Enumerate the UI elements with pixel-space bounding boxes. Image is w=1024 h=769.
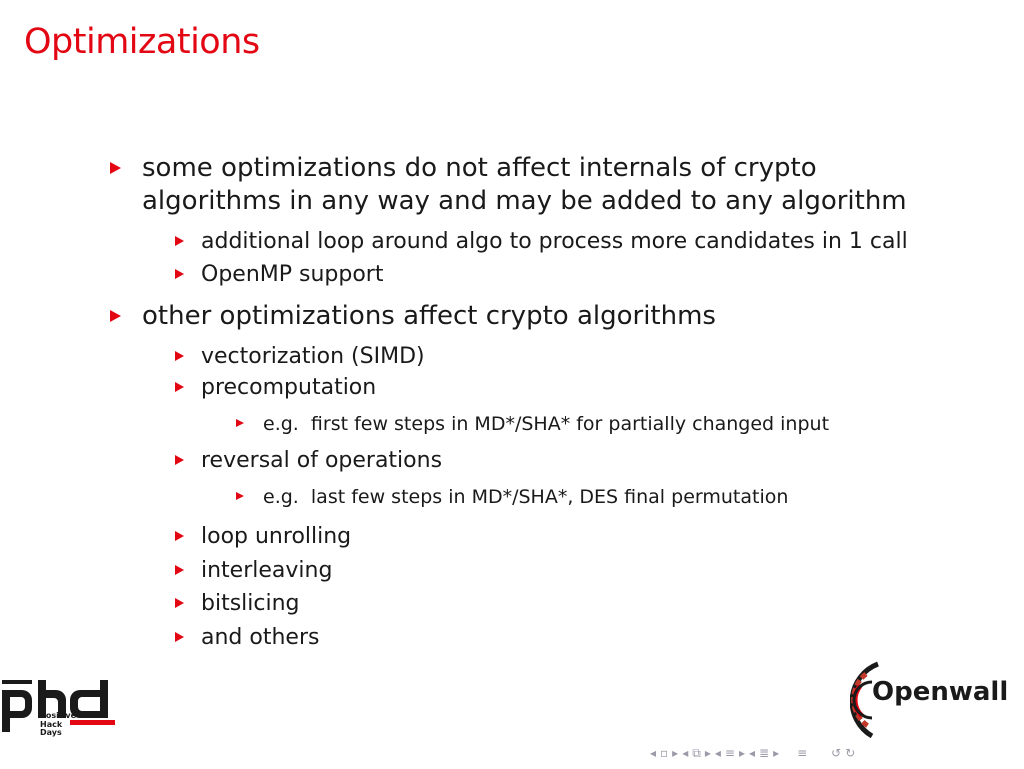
bullet-icon (175, 565, 184, 575)
subsection-icon[interactable]: ⧉ (692, 745, 701, 760)
list-item-text: bitslicing (201, 591, 300, 616)
bullet-icon (110, 310, 121, 322)
bullet-icon (175, 382, 184, 392)
bullet-icon (175, 598, 184, 608)
section-icon[interactable]: ≡ (724, 746, 735, 760)
frame-forward-icon[interactable]: ▸ (672, 746, 679, 760)
section-forward-icon[interactable]: ▸ (738, 746, 745, 760)
list-item-text: other optimizations affect crypto algorithms (142, 301, 716, 331)
list-item (236, 484, 788, 510)
frame-back-icon[interactable]: ◂ (650, 746, 657, 760)
list-item-text: OpenMP support (201, 262, 384, 287)
list-item (175, 623, 319, 653)
bullet-icon (175, 269, 184, 279)
section-back-icon[interactable]: ◂ (714, 746, 721, 760)
list-item-text: vectorization (SIMD) (201, 344, 425, 369)
phd-subtitle-line: Positive (40, 711, 77, 720)
bullet-icon (175, 531, 184, 541)
bullet-icon (175, 351, 184, 361)
outline-forward-icon[interactable]: ▸ (773, 746, 780, 760)
bullet-icon (236, 492, 244, 500)
list-item-text: reversal of operations (201, 448, 443, 473)
list-item (175, 446, 442, 476)
slide-title: Optimizations (24, 22, 260, 62)
list-item-text: additional loop around algo to process more candidates in 1 call (201, 229, 908, 254)
list-item (110, 152, 907, 218)
list-item-text: some optimizations do not affect internals of crypto algorithms in any way and may be added to any algorithm (142, 153, 907, 216)
list-item (236, 411, 829, 437)
list-item (110, 300, 716, 333)
list-item-text: and others (201, 625, 320, 650)
list-item-text: interleaving (201, 558, 333, 583)
bullet-icon (175, 455, 184, 465)
beamer-navigation (650, 745, 855, 761)
list-item (175, 556, 332, 586)
bullet-icon (236, 419, 244, 427)
outline-icon[interactable]: ≣ (759, 746, 770, 760)
phd-logo-subtitle (40, 712, 76, 738)
bullet-icon (175, 632, 184, 642)
bullet-icon (175, 236, 184, 246)
list-item-text: precomputation (201, 375, 377, 400)
frame-icon[interactable]: ▫ (660, 746, 669, 760)
list-item (175, 373, 376, 403)
subsection-forward-icon[interactable]: ▸ (704, 746, 711, 760)
list-item (175, 260, 383, 290)
search-back-icon[interactable]: ↺ (831, 746, 842, 760)
subsection-back-icon[interactable]: ◂ (682, 746, 689, 760)
openwall-logo (850, 660, 1020, 740)
list-item (175, 342, 425, 372)
openwall-wordmark: Openwall (872, 677, 1009, 707)
list-item-text: e.g. first few steps in MD*/SHA* for partially changed input (263, 413, 830, 435)
list-item-text: e.g. last few steps in MD*/SHA*, DES final permutation (263, 486, 789, 508)
list-item (175, 522, 351, 552)
appendix-icon[interactable]: ≡ (797, 746, 808, 760)
list-item (175, 589, 300, 619)
outline-back-icon[interactable]: ◂ (748, 746, 755, 760)
list-item-text: loop unrolling (201, 524, 352, 549)
phd-subtitle-line: Hack (40, 719, 63, 729)
bullet-icon (110, 162, 121, 174)
list-item (175, 227, 908, 257)
phd-subtitle-line: Days (40, 728, 62, 737)
search-forward-icon[interactable]: ↻ (845, 746, 856, 760)
